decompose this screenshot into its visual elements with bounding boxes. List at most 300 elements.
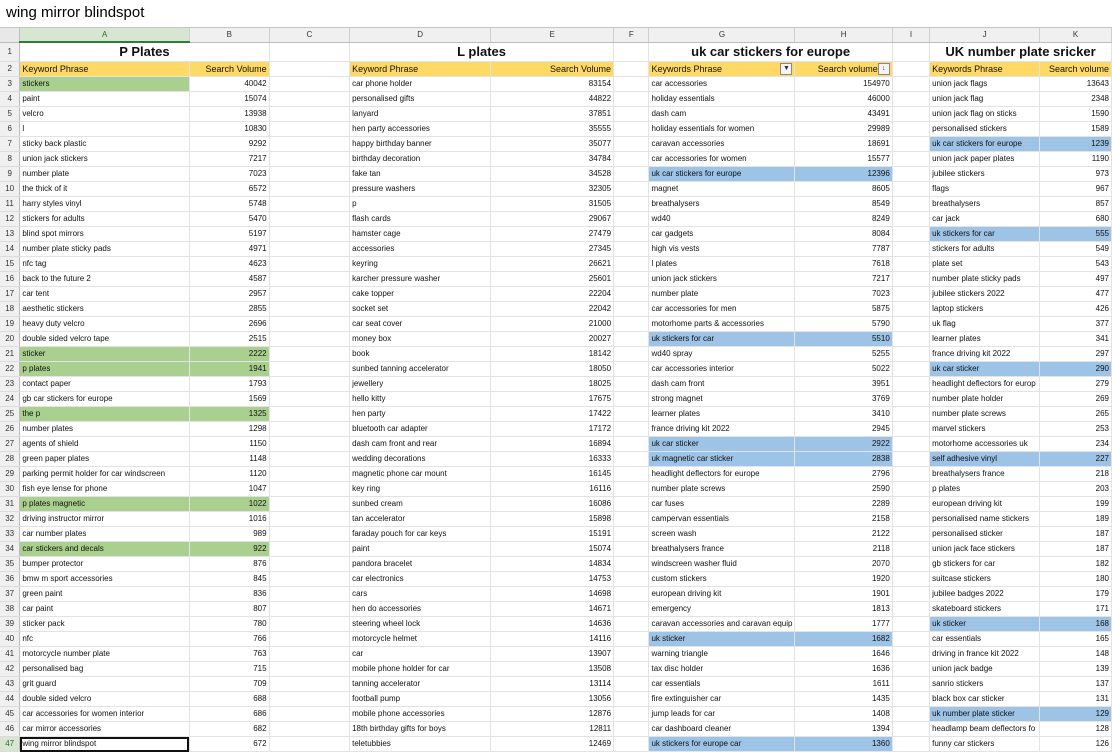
uk-stickers-europe-keyword-cell[interactable]: campervan essentials bbox=[649, 512, 795, 527]
l-plates-volume-cell[interactable]: 13114 bbox=[491, 677, 614, 692]
uk-number-plate-keyword-cell[interactable]: number plate holder bbox=[930, 392, 1040, 407]
p-plates-volume-cell[interactable]: 1325 bbox=[189, 407, 269, 422]
l-plates-volume-cell[interactable]: 15074 bbox=[491, 542, 614, 557]
l-plates-keyword-cell[interactable]: mobile phone accessories bbox=[350, 707, 491, 722]
l-plates-volume-cell[interactable]: 17172 bbox=[491, 422, 614, 437]
row-header[interactable]: 47 bbox=[0, 737, 20, 752]
row-header[interactable]: 45 bbox=[0, 707, 20, 722]
cell[interactable] bbox=[269, 287, 350, 302]
l-plates-volume-cell[interactable]: 14753 bbox=[491, 572, 614, 587]
cell[interactable] bbox=[614, 77, 649, 92]
cell[interactable] bbox=[269, 122, 350, 137]
dropdown-icon[interactable]: ▼ bbox=[780, 63, 792, 75]
uk-stickers-europe-volume-cell[interactable]: 2796 bbox=[795, 467, 892, 482]
row-header[interactable]: 28 bbox=[0, 452, 20, 467]
cell[interactable] bbox=[614, 422, 649, 437]
l-plates-keyword-cell[interactable]: karcher pressure washer bbox=[350, 272, 491, 287]
uk-stickers-europe-keyword-cell[interactable]: uk stickers for europe car bbox=[649, 737, 795, 752]
row-header[interactable]: 2 bbox=[0, 62, 20, 77]
uk-number-plate-keyword-cell[interactable]: uk sticker bbox=[930, 617, 1040, 632]
row-header[interactable]: 34 bbox=[0, 542, 20, 557]
cell[interactable] bbox=[614, 152, 649, 167]
p-plates-keyword-cell[interactable]: blind spot mirrors bbox=[20, 227, 190, 242]
p-plates-keyword-cell[interactable]: contact paper bbox=[20, 377, 190, 392]
row-header[interactable]: 4 bbox=[0, 92, 20, 107]
l-plates-volume-cell[interactable]: 27345 bbox=[491, 242, 614, 257]
cell[interactable] bbox=[269, 167, 350, 182]
uk-stickers-europe-title[interactable]: uk car stickers for europe bbox=[649, 42, 892, 62]
p-plates-keyword-cell[interactable]: heavy duty velcro bbox=[20, 317, 190, 332]
uk-stickers-europe-volume-cell[interactable]: 1408 bbox=[795, 707, 892, 722]
cell[interactable] bbox=[892, 647, 929, 662]
l-plates-volume-cell[interactable]: 18142 bbox=[491, 347, 614, 362]
column-header-h[interactable]: H bbox=[795, 28, 892, 42]
cell[interactable] bbox=[892, 692, 929, 707]
cell[interactable] bbox=[269, 242, 350, 257]
cell[interactable] bbox=[892, 272, 929, 287]
uk-stickers-europe-volume-cell[interactable]: 7787 bbox=[795, 242, 892, 257]
uk-stickers-europe-volume-cell[interactable]: 1901 bbox=[795, 587, 892, 602]
uk-number-plate-volume-cell[interactable]: 187 bbox=[1040, 527, 1112, 542]
l-plates-volume-cell[interactable]: 14116 bbox=[491, 632, 614, 647]
uk-stickers-europe-volume-cell[interactable]: 1611 bbox=[795, 677, 892, 692]
l-plates-keyword-cell[interactable]: happy birthday banner bbox=[350, 137, 491, 152]
row-header[interactable]: 30 bbox=[0, 482, 20, 497]
uk-stickers-europe-volume-cell[interactable]: 8084 bbox=[795, 227, 892, 242]
p-plates-keyword-cell[interactable]: stickers bbox=[20, 77, 190, 92]
l-plates-keyword-cell[interactable]: magnetic phone car mount bbox=[350, 467, 491, 482]
uk-stickers-europe-volume-cell[interactable]: 7217 bbox=[795, 272, 892, 287]
uk-stickers-europe-volume-cell[interactable]: 154970 bbox=[795, 77, 892, 92]
p-plates-volume-cell[interactable]: 5197 bbox=[189, 227, 269, 242]
uk-stickers-europe-volume-cell[interactable]: 43491 bbox=[795, 107, 892, 122]
l-plates-keyword-cell[interactable]: tan accelerator bbox=[350, 512, 491, 527]
l-plates-volume-cell[interactable]: 12876 bbox=[491, 707, 614, 722]
cell[interactable] bbox=[614, 62, 649, 77]
uk-number-plate-keyword-cell[interactable]: flags bbox=[930, 182, 1040, 197]
uk-stickers-europe-keyword-cell[interactable]: caravan accessories bbox=[649, 137, 795, 152]
cell[interactable] bbox=[892, 152, 929, 167]
l-plates-volume-cell[interactable]: 17422 bbox=[491, 407, 614, 422]
p-plates-volume-cell[interactable]: 672 bbox=[189, 737, 269, 752]
cell[interactable] bbox=[614, 722, 649, 737]
l-plates-keyword-cell[interactable]: p bbox=[350, 197, 491, 212]
uk-number-plate-volume-cell[interactable]: 341 bbox=[1040, 332, 1112, 347]
l-plates-volume-cell[interactable]: 13056 bbox=[491, 692, 614, 707]
uk-stickers-europe-volume-cell[interactable]: 1682 bbox=[795, 632, 892, 647]
p-plates-volume-cell[interactable]: 9292 bbox=[189, 137, 269, 152]
cell[interactable] bbox=[892, 167, 929, 182]
p-plates-volume-cell[interactable]: 2696 bbox=[189, 317, 269, 332]
p-plates-volume-cell[interactable]: 922 bbox=[189, 542, 269, 557]
l-plates-keyword-cell[interactable]: car electronics bbox=[350, 572, 491, 587]
l-plates-volume-cell[interactable]: 12469 bbox=[491, 737, 614, 752]
row-header[interactable]: 43 bbox=[0, 677, 20, 692]
cell[interactable] bbox=[614, 122, 649, 137]
cell[interactable] bbox=[269, 722, 350, 737]
l-plates-keyword-cell[interactable]: pandora bracelet bbox=[350, 557, 491, 572]
l-plates-keyword-cell[interactable]: faraday pouch for car keys bbox=[350, 527, 491, 542]
uk-number-plate-volume-cell[interactable]: 1239 bbox=[1040, 137, 1112, 152]
uk-number-plate-title[interactable]: UK number plate sricker bbox=[930, 42, 1112, 62]
cell[interactable] bbox=[614, 107, 649, 122]
cell[interactable] bbox=[269, 692, 350, 707]
uk-number-plate-keyword-cell[interactable]: sanrio stickers bbox=[930, 677, 1040, 692]
p-plates-keyword-cell[interactable]: driving instructor mirror bbox=[20, 512, 190, 527]
cell[interactable] bbox=[614, 512, 649, 527]
p-plates-volume-cell[interactable]: 807 bbox=[189, 602, 269, 617]
l-plates-volume-cell[interactable]: 20027 bbox=[491, 332, 614, 347]
p-plates-volume-cell[interactable]: 686 bbox=[189, 707, 269, 722]
l-plates-keyword-cell[interactable]: birthday decoration bbox=[350, 152, 491, 167]
uk-stickers-europe-volume-cell[interactable]: 15577 bbox=[795, 152, 892, 167]
uk-stickers-europe-keyword-cell[interactable]: emergency bbox=[649, 602, 795, 617]
l-plates-keyword-cell[interactable]: paint bbox=[350, 542, 491, 557]
l-plates-volume-cell[interactable]: 34784 bbox=[491, 152, 614, 167]
cell[interactable] bbox=[614, 317, 649, 332]
uk-stickers-europe-volume-cell[interactable]: 2945 bbox=[795, 422, 892, 437]
p-plates-keyword-cell[interactable]: number plate sticky pads bbox=[20, 242, 190, 257]
select-all-corner[interactable] bbox=[0, 28, 20, 42]
uk-stickers-europe-volume-cell[interactable]: 2118 bbox=[795, 542, 892, 557]
uk-number-plate-keyword-cell[interactable]: union jack badge bbox=[930, 662, 1040, 677]
p-plates-keyword-cell[interactable]: number plates bbox=[20, 422, 190, 437]
uk-stickers-europe-keyword-cell[interactable]: france driving kit 2022 bbox=[649, 422, 795, 437]
uk-number-plate-volume-cell[interactable]: 168 bbox=[1040, 617, 1112, 632]
uk-stickers-europe-keyword-cell[interactable]: custom stickers bbox=[649, 572, 795, 587]
cell[interactable] bbox=[269, 302, 350, 317]
uk-stickers-europe-keyword-cell[interactable]: car essentials bbox=[649, 677, 795, 692]
cell[interactable] bbox=[614, 377, 649, 392]
p-plates-keyword-cell[interactable]: green paper plates bbox=[20, 452, 190, 467]
cell[interactable] bbox=[892, 227, 929, 242]
cell[interactable] bbox=[892, 62, 929, 77]
uk-stickers-europe-keyword-cell[interactable]: wd40 bbox=[649, 212, 795, 227]
uk-number-plate-keyword-cell[interactable]: motorhome accessories uk bbox=[930, 437, 1040, 452]
cell[interactable] bbox=[892, 347, 929, 362]
l-plates-volume-cell[interactable]: 14636 bbox=[491, 617, 614, 632]
uk-stickers-europe-volume-cell[interactable]: 5875 bbox=[795, 302, 892, 317]
cell[interactable] bbox=[269, 482, 350, 497]
p-plates-keyword-cell[interactable]: car paint bbox=[20, 602, 190, 617]
l-plates-title[interactable]: L plates bbox=[350, 42, 614, 62]
l-plates-keyword-cell[interactable]: car seat cover bbox=[350, 317, 491, 332]
row-header[interactable]: 15 bbox=[0, 257, 20, 272]
p-plates-keyword-cell[interactable]: number plate bbox=[20, 167, 190, 182]
l-plates-volume-cell[interactable]: 16145 bbox=[491, 467, 614, 482]
l-plates-keyword-cell[interactable]: mobile phone holder for car bbox=[350, 662, 491, 677]
l-plates-volume-cell[interactable]: 21000 bbox=[491, 317, 614, 332]
uk-stickers-europe-keyword-cell[interactable]: number plate bbox=[649, 287, 795, 302]
row-header[interactable]: 8 bbox=[0, 152, 20, 167]
p-plates-keyword-cell[interactable]: harry styles vinyl bbox=[20, 197, 190, 212]
l-plates-keyword-cell[interactable]: car bbox=[350, 647, 491, 662]
p-plates-volume-cell[interactable]: 2515 bbox=[189, 332, 269, 347]
uk-number-plate-keyword-cell[interactable]: gb stickers for car bbox=[930, 557, 1040, 572]
cell[interactable] bbox=[614, 242, 649, 257]
l-plates-volume-cell[interactable]: 26621 bbox=[491, 257, 614, 272]
l-plates-keyword-cell[interactable]: flash cards bbox=[350, 212, 491, 227]
uk-number-plate-keyword-cell[interactable]: skateboard stickers bbox=[930, 602, 1040, 617]
cell[interactable] bbox=[269, 437, 350, 452]
uk-number-plate-keyword-cell[interactable]: union jack paper plates bbox=[930, 152, 1040, 167]
row-header[interactable]: 41 bbox=[0, 647, 20, 662]
uk-stickers-europe-volume-cell[interactable]: 8549 bbox=[795, 197, 892, 212]
p-plates-keyword-cell[interactable]: bmw m sport accessories bbox=[20, 572, 190, 587]
row-header[interactable]: 36 bbox=[0, 572, 20, 587]
uk-number-plate-volume-cell[interactable]: 279 bbox=[1040, 377, 1112, 392]
uk-number-plate-volume-cell[interactable]: 189 bbox=[1040, 512, 1112, 527]
p-plates-volume-cell[interactable]: 7023 bbox=[189, 167, 269, 182]
uk-number-plate-keyword-cell[interactable]: funny car stickers bbox=[930, 737, 1040, 752]
uk-number-plate-volume-cell[interactable]: 555 bbox=[1040, 227, 1112, 242]
p-plates-volume-cell[interactable]: 688 bbox=[189, 692, 269, 707]
row-header[interactable]: 24 bbox=[0, 392, 20, 407]
uk-stickers-europe-keyword-cell[interactable]: breathalysers bbox=[649, 197, 795, 212]
cell[interactable] bbox=[892, 107, 929, 122]
cell[interactable] bbox=[892, 302, 929, 317]
row-header[interactable]: 18 bbox=[0, 302, 20, 317]
p-plates-volume-cell[interactable]: 5748 bbox=[189, 197, 269, 212]
cell[interactable] bbox=[269, 137, 350, 152]
p-plates-keyword-cell[interactable]: sticky back plastic bbox=[20, 137, 190, 152]
cell[interactable] bbox=[614, 257, 649, 272]
uk-stickers-europe-volume-cell[interactable]: 5255 bbox=[795, 347, 892, 362]
cell[interactable] bbox=[892, 737, 929, 752]
uk-stickers-europe-keyword-cell[interactable]: caravan accessories and caravan equip bbox=[649, 617, 795, 632]
cell[interactable] bbox=[269, 317, 350, 332]
l-plates-keyword-cell[interactable]: personalised gifts bbox=[350, 92, 491, 107]
cell[interactable] bbox=[269, 602, 350, 617]
uk-stickers-europe-keyword-cell[interactable]: union jack stickers bbox=[649, 272, 795, 287]
uk-number-plate-keyword-cell[interactable]: car essentials bbox=[930, 632, 1040, 647]
cell[interactable] bbox=[614, 332, 649, 347]
cell[interactable] bbox=[892, 332, 929, 347]
uk-stickers-europe-keyword-cell[interactable]: strong magnet bbox=[649, 392, 795, 407]
l-plates-volume-cell[interactable]: 14698 bbox=[491, 587, 614, 602]
l-plates-volume-cell[interactable]: 14834 bbox=[491, 557, 614, 572]
uk-stickers-europe-keyword-cell[interactable]: tax disc holder bbox=[649, 662, 795, 677]
cell[interactable] bbox=[269, 467, 350, 482]
cell[interactable] bbox=[892, 392, 929, 407]
cell[interactable] bbox=[614, 92, 649, 107]
l-plates-keyword-cell[interactable]: money box bbox=[350, 332, 491, 347]
l-plates-keyword-cell[interactable]: socket set bbox=[350, 302, 491, 317]
cell[interactable] bbox=[614, 452, 649, 467]
uk-stickers-europe-volume-cell[interactable]: 2070 bbox=[795, 557, 892, 572]
l-plates-volume-cell[interactable]: 16894 bbox=[491, 437, 614, 452]
cell[interactable] bbox=[269, 512, 350, 527]
p-plates-volume-cell[interactable]: 10830 bbox=[189, 122, 269, 137]
cell[interactable] bbox=[269, 497, 350, 512]
row-header[interactable]: 19 bbox=[0, 317, 20, 332]
cell[interactable] bbox=[614, 197, 649, 212]
uk-stickers-europe-keyword-cell[interactable]: car fuses bbox=[649, 497, 795, 512]
p-plates-volume-cell[interactable]: 5470 bbox=[189, 212, 269, 227]
cell[interactable] bbox=[614, 137, 649, 152]
cell[interactable] bbox=[614, 677, 649, 692]
uk-number-plate-volume-cell[interactable]: 426 bbox=[1040, 302, 1112, 317]
cell[interactable] bbox=[892, 77, 929, 92]
uk-number-plate-keyword-cell[interactable]: personalised name stickers bbox=[930, 512, 1040, 527]
cell[interactable] bbox=[269, 422, 350, 437]
cell[interactable] bbox=[269, 42, 350, 62]
p-plates-volume-cell[interactable]: 1047 bbox=[189, 482, 269, 497]
p-plates-keyword-cell[interactable]: fish eye lense for phone bbox=[20, 482, 190, 497]
uk-number-plate-keyword-cell[interactable]: personalised stickers bbox=[930, 122, 1040, 137]
uk-number-plate-volume-cell[interactable]: 253 bbox=[1040, 422, 1112, 437]
l-plates-volume-cell[interactable]: 16086 bbox=[491, 497, 614, 512]
uk-stickers-europe-keyword-cell[interactable]: fire extinguisher car bbox=[649, 692, 795, 707]
l-plates-keyword-cell[interactable]: bluetooth car adapter bbox=[350, 422, 491, 437]
uk-stickers-europe-volume-cell[interactable]: 2289 bbox=[795, 497, 892, 512]
cell[interactable] bbox=[269, 707, 350, 722]
row-header[interactable]: 39 bbox=[0, 617, 20, 632]
p-plates-volume-cell[interactable]: 836 bbox=[189, 587, 269, 602]
p-plates-keyword-cell[interactable]: p plates bbox=[20, 362, 190, 377]
row-header[interactable]: 17 bbox=[0, 287, 20, 302]
cell[interactable] bbox=[892, 527, 929, 542]
cell[interactable] bbox=[892, 257, 929, 272]
l-plates-volume-cell[interactable]: 18025 bbox=[491, 377, 614, 392]
row-header[interactable]: 35 bbox=[0, 557, 20, 572]
uk-number-plate-volume-cell[interactable]: 1589 bbox=[1040, 122, 1112, 137]
p-plates-keyword-cell[interactable]: car number plates bbox=[20, 527, 190, 542]
cell[interactable] bbox=[892, 707, 929, 722]
l-plates-keyword-cell[interactable]: sunbed tanning accelerator bbox=[350, 362, 491, 377]
cell[interactable] bbox=[269, 407, 350, 422]
column-header-f[interactable]: F bbox=[614, 28, 649, 42]
uk-stickers-europe-keyword-cell[interactable]: car dashboard cleaner bbox=[649, 722, 795, 737]
cell[interactable] bbox=[892, 42, 929, 62]
cell[interactable] bbox=[269, 572, 350, 587]
cell[interactable] bbox=[614, 587, 649, 602]
cell[interactable] bbox=[614, 227, 649, 242]
uk-stickers-europe-volume-cell[interactable]: 2922 bbox=[795, 437, 892, 452]
uk-number-plate-keyword-header[interactable]: Keywords Phrase bbox=[930, 62, 1040, 77]
cell[interactable] bbox=[892, 137, 929, 152]
p-plates-volume-cell[interactable]: 15074 bbox=[189, 92, 269, 107]
p-plates-volume-cell[interactable]: 6572 bbox=[189, 182, 269, 197]
uk-number-plate-keyword-cell[interactable]: laptop stickers bbox=[930, 302, 1040, 317]
row-header[interactable]: 3 bbox=[0, 77, 20, 92]
uk-number-plate-volume-cell[interactable]: 269 bbox=[1040, 392, 1112, 407]
p-plates-volume-cell[interactable]: 709 bbox=[189, 677, 269, 692]
uk-stickers-europe-keyword-cell[interactable]: warning triangle bbox=[649, 647, 795, 662]
p-plates-volume-cell[interactable]: 766 bbox=[189, 632, 269, 647]
uk-number-plate-volume-cell[interactable]: 165 bbox=[1040, 632, 1112, 647]
p-plates-keyword-cell[interactable]: stickers for adults bbox=[20, 212, 190, 227]
cell[interactable] bbox=[269, 257, 350, 272]
p-plates-volume-cell[interactable]: 780 bbox=[189, 617, 269, 632]
row-header[interactable]: 7 bbox=[0, 137, 20, 152]
uk-number-plate-keyword-cell[interactable]: number plate sticky pads bbox=[930, 272, 1040, 287]
uk-stickers-europe-volume-cell[interactable]: 46000 bbox=[795, 92, 892, 107]
cell[interactable] bbox=[892, 407, 929, 422]
l-plates-volume-cell[interactable]: 35555 bbox=[491, 122, 614, 137]
uk-number-plate-volume-cell[interactable]: 234 bbox=[1040, 437, 1112, 452]
cell[interactable] bbox=[269, 392, 350, 407]
l-plates-volume-cell[interactable]: 18050 bbox=[491, 362, 614, 377]
spreadsheet-grid[interactable] bbox=[0, 28, 1112, 752]
formula-bar[interactable] bbox=[0, 0, 1112, 28]
row-header[interactable]: 29 bbox=[0, 467, 20, 482]
uk-stickers-europe-keyword-cell[interactable]: number plate screws bbox=[649, 482, 795, 497]
l-plates-keyword-cell[interactable]: key ring bbox=[350, 482, 491, 497]
p-plates-volume-cell[interactable]: 1298 bbox=[189, 422, 269, 437]
uk-stickers-europe-keyword-cell[interactable]: jump leads for car bbox=[649, 707, 795, 722]
uk-number-plate-keyword-cell[interactable]: union jack flag bbox=[930, 92, 1040, 107]
cell[interactable] bbox=[614, 212, 649, 227]
uk-number-plate-keyword-cell[interactable]: union jack flags bbox=[930, 77, 1040, 92]
uk-stickers-europe-keyword-cell[interactable]: european driving kit bbox=[649, 587, 795, 602]
l-plates-volume-cell[interactable]: 27479 bbox=[491, 227, 614, 242]
uk-stickers-europe-keyword-cell[interactable]: car gadgets bbox=[649, 227, 795, 242]
row-header[interactable]: 38 bbox=[0, 602, 20, 617]
uk-number-plate-keyword-cell[interactable]: jubilee stickers bbox=[930, 167, 1040, 182]
uk-number-plate-volume-cell[interactable]: 180 bbox=[1040, 572, 1112, 587]
p-plates-volume-cell[interactable]: 845 bbox=[189, 572, 269, 587]
cell[interactable] bbox=[892, 362, 929, 377]
p-plates-keyword-cell[interactable]: nfc bbox=[20, 632, 190, 647]
l-plates-keyword-cell[interactable]: jewellery bbox=[350, 377, 491, 392]
p-plates-volume-cell[interactable]: 989 bbox=[189, 527, 269, 542]
uk-stickers-europe-volume-cell[interactable]: 5510 bbox=[795, 332, 892, 347]
cell[interactable] bbox=[892, 182, 929, 197]
cell[interactable] bbox=[892, 677, 929, 692]
l-plates-keyword-cell[interactable]: wedding decorations bbox=[350, 452, 491, 467]
cell[interactable] bbox=[892, 587, 929, 602]
p-plates-keyword-cell[interactable]: parking permit holder for car windscreen bbox=[20, 467, 190, 482]
l-plates-keyword-cell[interactable]: car phone holder bbox=[350, 77, 491, 92]
row-header[interactable]: 11 bbox=[0, 197, 20, 212]
uk-number-plate-keyword-cell[interactable]: uk stickers for car bbox=[930, 227, 1040, 242]
cell[interactable] bbox=[614, 707, 649, 722]
cell[interactable] bbox=[614, 497, 649, 512]
l-plates-volume-cell[interactable]: 13508 bbox=[491, 662, 614, 677]
uk-number-plate-volume-cell[interactable]: 549 bbox=[1040, 242, 1112, 257]
uk-number-plate-volume-cell[interactable]: 126 bbox=[1040, 737, 1112, 752]
row-header[interactable]: 21 bbox=[0, 347, 20, 362]
uk-stickers-europe-keyword-cell[interactable]: wd40 spray bbox=[649, 347, 795, 362]
cell[interactable] bbox=[614, 42, 649, 62]
row-header[interactable]: 14 bbox=[0, 242, 20, 257]
p-plates-keyword-cell[interactable]: velcro bbox=[20, 107, 190, 122]
column-header-a[interactable]: A bbox=[20, 28, 190, 42]
p-plates-volume-cell[interactable]: 1120 bbox=[189, 467, 269, 482]
row-header[interactable]: 46 bbox=[0, 722, 20, 737]
row-header[interactable]: 22 bbox=[0, 362, 20, 377]
cell[interactable] bbox=[269, 632, 350, 647]
p-plates-keyword-cell[interactable]: car accessories for women interior bbox=[20, 707, 190, 722]
uk-number-plate-keyword-cell[interactable]: uk flag bbox=[930, 317, 1040, 332]
p-plates-volume-cell[interactable]: 4587 bbox=[189, 272, 269, 287]
cell[interactable] bbox=[892, 422, 929, 437]
p-plates-volume-cell[interactable]: 1150 bbox=[189, 437, 269, 452]
p-plates-volume-cell[interactable]: 4971 bbox=[189, 242, 269, 257]
l-plates-volume-cell[interactable]: 25601 bbox=[491, 272, 614, 287]
cell[interactable] bbox=[614, 362, 649, 377]
l-plates-keyword-cell[interactable]: 18th birthday gifts for boys bbox=[350, 722, 491, 737]
uk-number-plate-volume-cell[interactable]: 148 bbox=[1040, 647, 1112, 662]
p-plates-volume-cell[interactable]: 2957 bbox=[189, 287, 269, 302]
l-plates-volume-cell[interactable]: 13907 bbox=[491, 647, 614, 662]
p-plates-volume-cell[interactable]: 682 bbox=[189, 722, 269, 737]
uk-number-plate-volume-cell[interactable]: 265 bbox=[1040, 407, 1112, 422]
uk-number-plate-volume-cell[interactable]: 128 bbox=[1040, 722, 1112, 737]
cell[interactable] bbox=[269, 377, 350, 392]
cell[interactable] bbox=[892, 572, 929, 587]
